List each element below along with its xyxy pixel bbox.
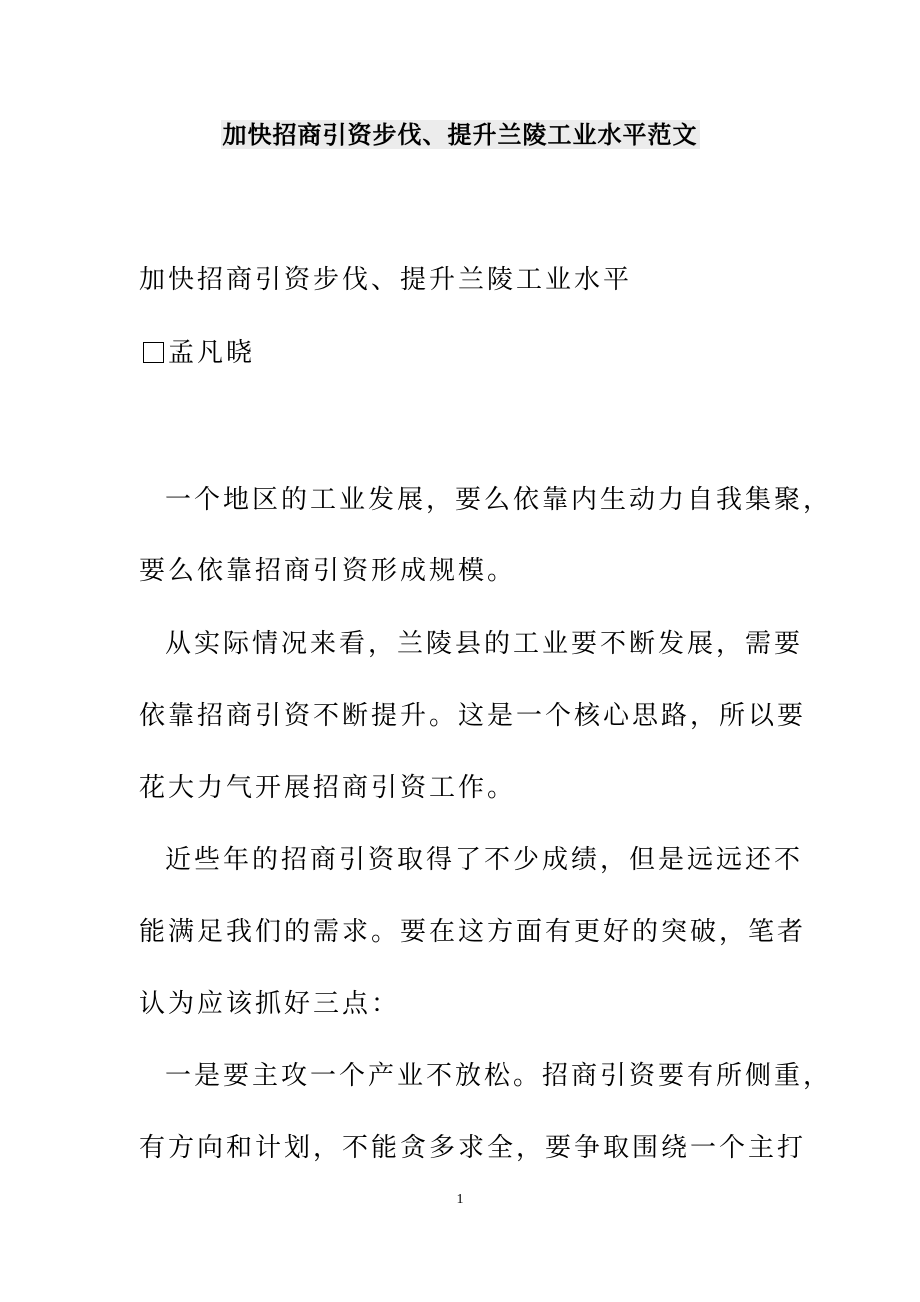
paragraph-line: 要么依靠招商引资形成规模。	[139, 556, 517, 586]
paragraph-line: 从实际情况来看，兰陵县的工业要不断发展，需要	[165, 629, 804, 659]
paragraph-line: 认为应该抓好三点：	[139, 989, 401, 1019]
document-title	[0, 117, 920, 153]
paragraph-line: 一个地区的工业发展，要么依靠内生动力自我集聚，	[165, 485, 833, 515]
paragraph-line: 能满足我们的需求。要在这方面有更好的突破，笔者	[139, 917, 807, 947]
author-line	[143, 333, 803, 373]
subtitle: 加快招商引资步伐、提升兰陵工业水平	[139, 265, 633, 295]
paragraph-line: 一是要主攻一个产业不放松。招商引资要有所侧重，	[165, 1061, 833, 1091]
paragraph-line: 依靠招商引资不断提升。这是一个核心思路，所以要	[139, 701, 807, 731]
checkbox-square-icon	[143, 342, 164, 363]
page-number: 1	[456, 1192, 464, 1207]
paragraph-line: 近些年的招商引资取得了不少成绩，但是远远还不	[165, 845, 804, 875]
paragraph-line: 有方向和计划，不能贪多求全，要争取围绕一个主打	[139, 1133, 807, 1163]
author-name: 孟凡晓	[168, 338, 256, 368]
paragraph-line: 花大力气开展招商引资工作。	[139, 773, 517, 803]
document-title-text: 加快招商引资步伐、提升兰陵工业水平范文	[222, 120, 698, 149]
